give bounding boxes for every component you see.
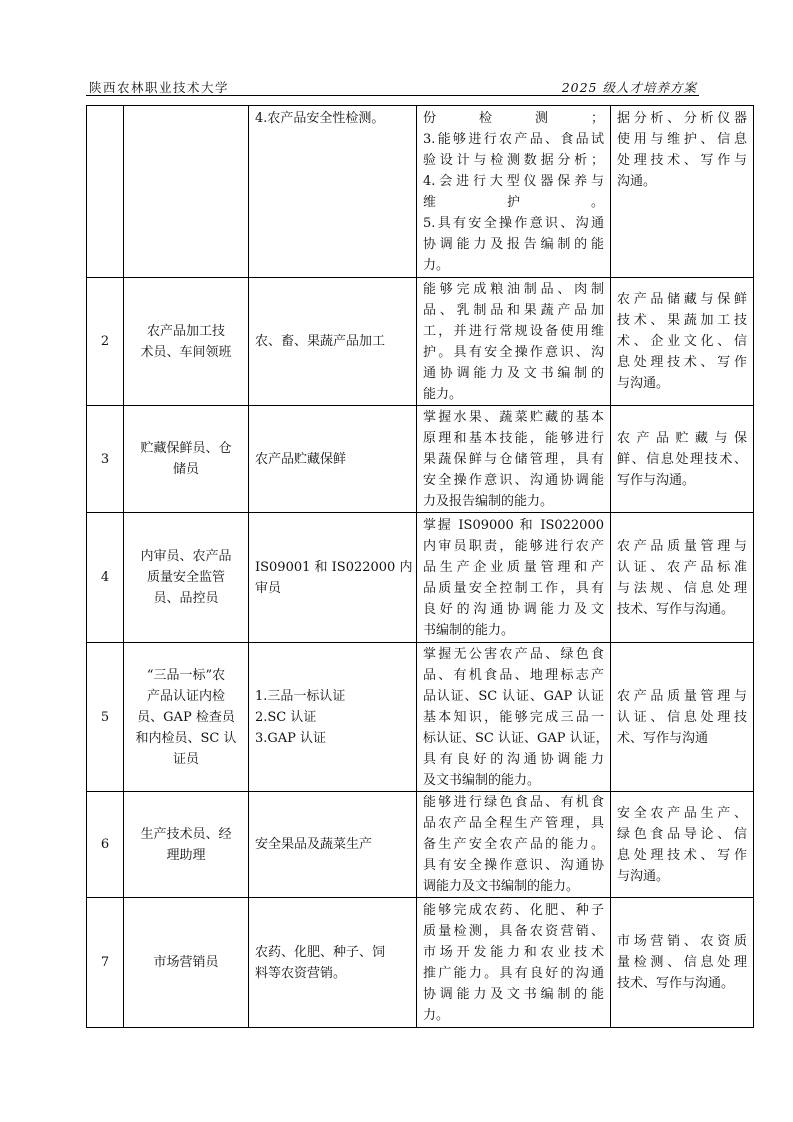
ability-requirements-line: 协调能力及报告编制的能 [423, 237, 604, 252]
related-courses-line: 安全农产品生产、 [617, 805, 747, 821]
related-courses-cell [611, 513, 754, 643]
related-courses-line: 农产品贮藏与保 [617, 430, 747, 446]
ability-requirements-line: 5.具有安全操作意识、沟通 [423, 216, 604, 231]
ability-requirements-line: 原理和基本技能，能够进行 [423, 430, 604, 446]
related-courses-cell [611, 792, 754, 898]
related-courses-line: 与法规、信息处理 [617, 580, 747, 596]
related-courses-line: 写作与沟通。 [617, 472, 696, 488]
related-courses-line: 农产品质量管理与 [617, 688, 747, 704]
related-courses-line: 术、写作与沟通 [617, 730, 709, 746]
table-row [87, 106, 754, 278]
ability-requirements-line: 能够完成农药、化肥、种子 [423, 902, 604, 918]
ability-requirements-line: 具有安全操作意识、沟通协 [423, 858, 604, 873]
job-role-cell [124, 278, 249, 406]
certification-cell [249, 513, 417, 643]
ability-requirements-line: 调能力及文书编制的能力。 [423, 879, 580, 894]
certification-line: 料等农资营销。 [255, 965, 347, 981]
table-row [87, 792, 754, 898]
table-row [87, 513, 754, 643]
ability-requirements-line: 掌握无公害农产品、绿色食 [423, 646, 604, 662]
ability-requirements-cell [417, 278, 611, 406]
ability-requirements-line: 验设计与检测数据分析； [423, 153, 604, 168]
related-courses-line: 绿色食品导论、信 [617, 826, 747, 842]
row-number-cell: 7 [87, 898, 124, 1028]
job-role-line: 证员 [172, 751, 199, 767]
related-courses-line: 农产品质量管理与 [617, 538, 747, 554]
related-courses-cell [611, 643, 754, 792]
ability-requirements-line: 内审员职责，能够进行农产 [423, 538, 604, 554]
job-ability-table [86, 105, 754, 1028]
ability-requirements-line: 备生产安全农产品的能力。 [423, 837, 604, 852]
certification-cell [249, 278, 417, 406]
ability-requirements-line: 基本知识，能够完成三品一 [423, 709, 604, 725]
ability-requirements-line: 果蔬保鲜与仓储管理，具有 [423, 451, 604, 467]
certification-line: 审员 [255, 580, 282, 596]
ability-requirements-line: 品农产品全程生产管理，具 [423, 816, 604, 831]
ability-requirements-line: 通协调能力及文书编制的 [423, 365, 604, 381]
header-institution: 陕西农林职业技术大学 [89, 80, 230, 95]
ability-requirements-line: 品质量安全控制工作，具有 [423, 580, 604, 596]
ability-requirements-line: 推广能力。具有良好的沟通 [423, 965, 604, 981]
related-courses-line: 技术、写作与沟通。 [617, 976, 735, 991]
related-courses-line: 市场营销、农资质 [617, 934, 747, 949]
ability-requirements-line: 质量检测，具备农资营销、 [423, 923, 604, 939]
ability-requirements-line: 掌握 IS09000 和 IS022000 [423, 517, 604, 533]
row-number-cell [87, 106, 124, 278]
related-courses-line: 与沟通。 [617, 868, 670, 884]
ability-requirements-line: 能够完成粮油制品、肉制 [423, 281, 604, 297]
ability-requirements-line: 良好的沟通协调能力及文 [423, 601, 604, 617]
certification-line: IS09001 和 IS022000 内 [255, 559, 413, 575]
ability-requirements-line: 力及报告编制的能力。 [423, 493, 554, 509]
certification-line: 3.GAP 认证 [255, 730, 327, 746]
related-courses-line: 据分析、分析仪器 [617, 111, 747, 126]
ability-requirements-line: 力。 [423, 258, 450, 273]
job-role-line: 储员 [172, 462, 199, 477]
ability-requirements-line: 维护。 [423, 195, 604, 210]
job-role-cell [124, 406, 249, 513]
ability-requirements-line: 安全操作意识、沟通协调能 [423, 472, 604, 488]
table-row [87, 898, 754, 1028]
ability-requirements-line: 掌握水果、蔬菜贮藏的基本 [423, 409, 604, 425]
related-courses-line: 认证、信息处理技 [617, 709, 747, 725]
job-role-cell [124, 106, 249, 278]
ability-requirements-cell [417, 898, 611, 1028]
job-role-line: 市场营销员 [153, 955, 219, 970]
ability-requirements-cell [417, 643, 611, 792]
ability-requirements-line: 能力。 [423, 386, 463, 402]
job-role-line: 贮藏保鲜员、仓 [140, 441, 232, 456]
job-role-line: 和内检员、SC 认 [135, 730, 237, 746]
certification-line: 2.SC 认证 [255, 709, 317, 725]
related-courses-line: 技术、果蔬加工技 [617, 313, 747, 328]
job-role-line: 员、GAP 检查员 [137, 709, 235, 725]
certification-line: 农产品贮藏保鲜 [255, 451, 347, 467]
ability-requirements-line: 具有良好的沟通协调能力 [423, 751, 604, 767]
row-number-cell: 5 [87, 643, 124, 792]
certification-cell [249, 643, 417, 792]
related-courses-line: 量检测、信息处理 [617, 955, 747, 970]
ability-requirements-line: 4.会进行大型仪器保养与 [423, 174, 604, 189]
related-courses-line: 技术、写作与沟通。 [617, 601, 735, 617]
job-role-line: 理助理 [166, 847, 206, 863]
ability-requirements-line: 3.能够进行农产品、食品试 [423, 132, 604, 147]
related-courses-line: 处理技术、写作与 [617, 153, 747, 168]
related-courses-cell [611, 278, 754, 406]
ability-requirements-line: 协调能力及文书编制的能 [423, 986, 604, 1002]
table-row [87, 406, 754, 513]
ability-requirements-line: 标认证、SC 认证、GAP 认证， [423, 730, 609, 746]
related-courses-line: 认证、农产品标准 [617, 559, 747, 575]
job-role-line: 农产品加工技 [146, 323, 225, 339]
job-role-cell [124, 792, 249, 898]
ability-requirements-cell [417, 106, 611, 278]
ability-requirements-line: 品认证、SC 认证、GAP 认证 [423, 688, 604, 704]
certification-line: 农药、化肥、种子、饲 [255, 944, 386, 960]
ability-requirements-line: 品、有机食品、地理标志产 [423, 667, 604, 683]
ability-requirements-line: 品生产企业质量管理和产 [423, 559, 604, 575]
ability-requirements-line: 护。具有安全操作意识、沟 [423, 344, 604, 360]
certification-line: 农、畜、果蔬产品加工 [255, 334, 386, 349]
related-courses-cell [611, 898, 754, 1028]
job-role-cell [124, 513, 249, 643]
ability-requirements-cell [417, 792, 611, 898]
ability-requirements-line: 书编制的能力。 [423, 622, 515, 638]
header-divider [86, 95, 699, 96]
job-role-cell [124, 898, 249, 1028]
row-number-cell: 4 [87, 513, 124, 643]
certification-cell [249, 898, 417, 1028]
job-role-line: “三品一标”农 [146, 667, 226, 683]
related-courses-line: 鲜、信息处理技术、 [617, 451, 747, 467]
related-courses-line: 息处理技术、写作 [617, 847, 747, 863]
header-doc-title: 2025 级人才培养方案 [561, 80, 697, 95]
job-role-line: 生产技术员、经 [140, 826, 232, 842]
certification-cell [249, 406, 417, 513]
ability-requirements-line: 力。 [423, 1007, 450, 1023]
related-courses-line: 沟通。 [617, 174, 657, 189]
job-role-line: 术员、车间领班 [140, 344, 232, 360]
job-role-line: 员、品控员 [153, 591, 219, 606]
ability-requirements-line: 份检测； [423, 111, 604, 126]
row-number-cell: 3 [87, 406, 124, 513]
table-row [87, 278, 754, 406]
ability-requirements-cell [417, 406, 611, 513]
related-courses-line: 使用与维护、信息 [617, 132, 747, 147]
ability-requirements-cell [417, 513, 611, 643]
ability-requirements-line: 市场开发能力和农业技术 [423, 944, 604, 960]
job-role-cell [124, 643, 249, 792]
job-role-line: 质量安全监管 [146, 570, 225, 585]
certification-line: 1.三品一标认证 [255, 688, 346, 704]
related-courses-line: 农产品储藏与保鲜 [617, 292, 747, 307]
related-courses-cell [611, 406, 754, 513]
certification-cell [249, 792, 417, 898]
ability-requirements-line: 能够进行绿色食品、有机食 [423, 795, 604, 810]
certification-line: 4.农产品安全性检测。 [255, 111, 385, 126]
certification-line: 安全果品及蔬菜生产 [255, 837, 373, 852]
ability-requirements-line: 品、乳制品和果蔬产品加 [423, 302, 604, 318]
related-courses-line: 息处理技术、写作 [617, 355, 747, 370]
row-number-cell: 6 [87, 792, 124, 898]
table-row [87, 643, 754, 792]
ability-requirements-line: 及文书编制的能力。 [423, 772, 541, 788]
certification-cell [249, 106, 417, 278]
related-courses-line: 与沟通。 [617, 376, 670, 391]
job-role-line: 产品认证内检 [146, 688, 225, 704]
row-number-cell: 2 [87, 278, 124, 406]
job-role-line: 内审员、农产品 [140, 549, 232, 564]
related-courses-cell [611, 106, 754, 278]
related-courses-line: 术、企业文化、信 [617, 334, 747, 349]
ability-requirements-line: 工，并进行常规设备使用维 [423, 323, 604, 339]
